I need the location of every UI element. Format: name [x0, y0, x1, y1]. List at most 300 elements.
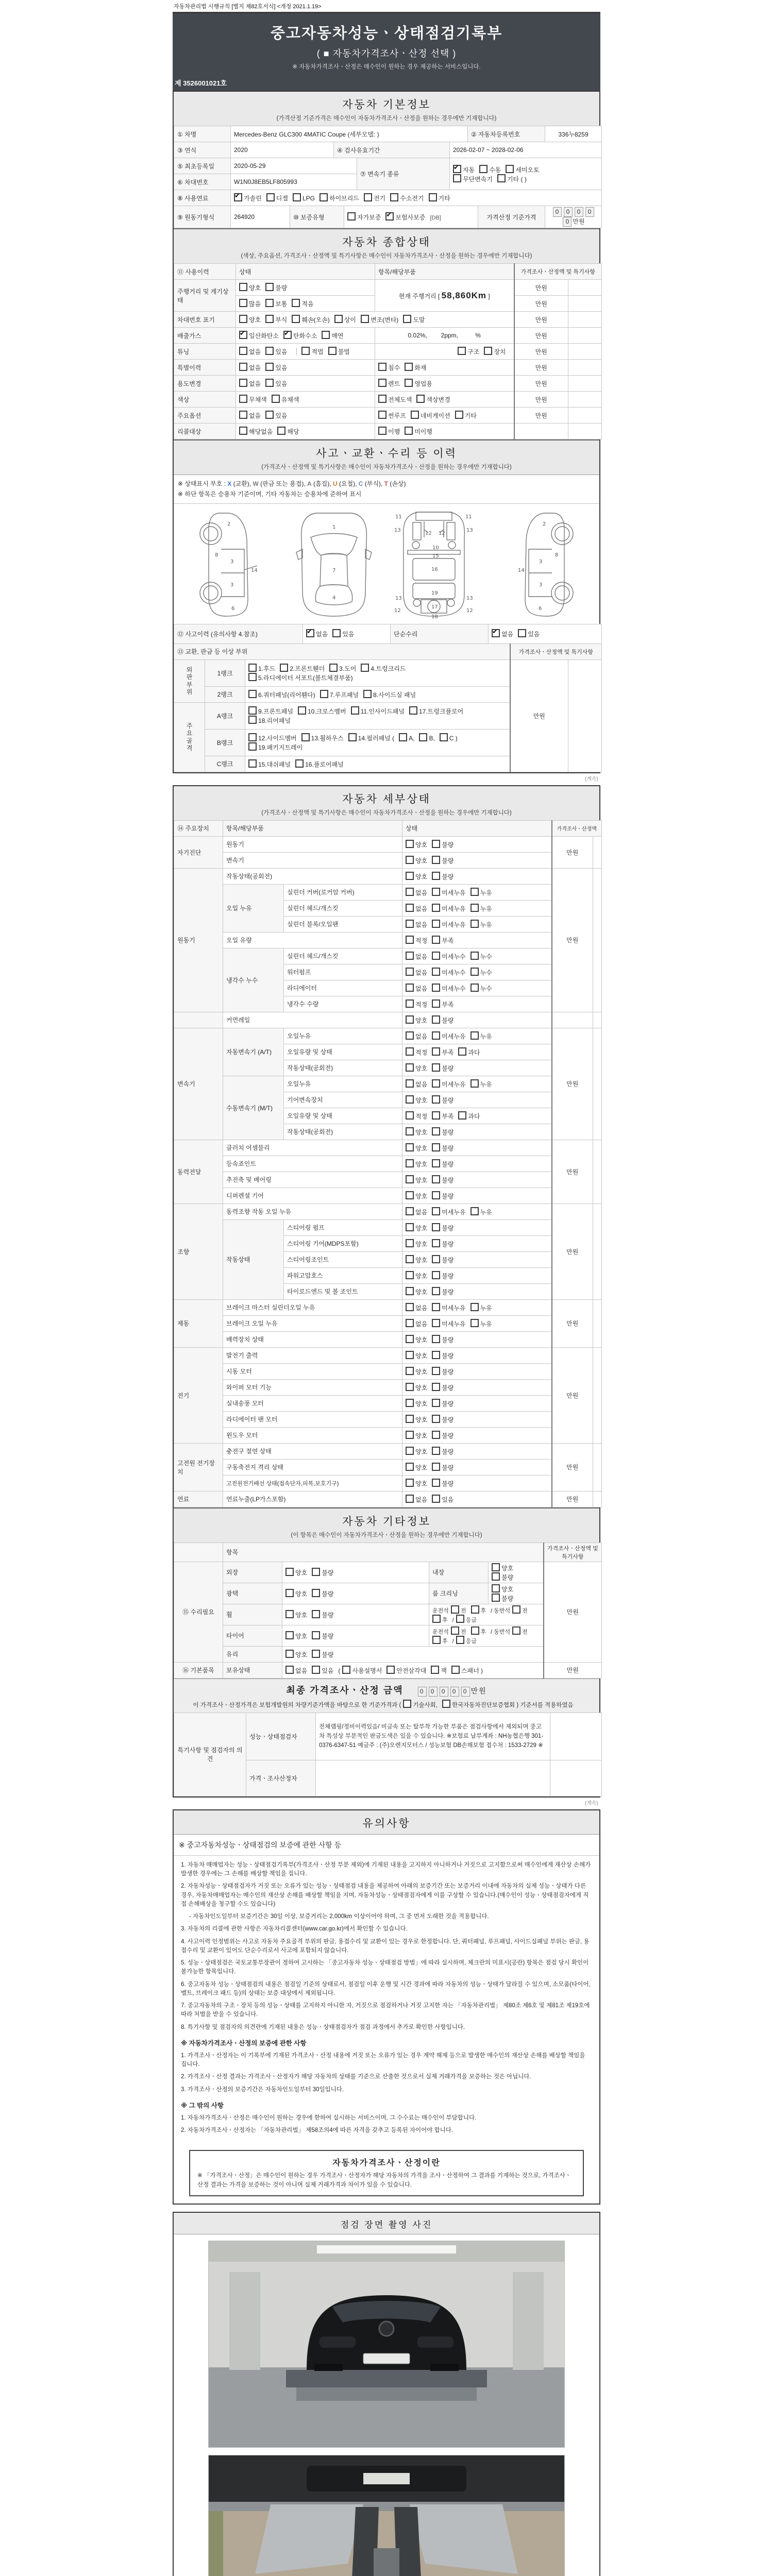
- checkbox-icon: [248, 664, 257, 672]
- accident-history-options: [303, 624, 391, 643]
- section-detail-title: 자동차 세부상태: [342, 793, 431, 805]
- checkbox-option: ✔ 없음: [306, 631, 328, 638]
- rank2-parts: [245, 686, 510, 702]
- basic-table-row6: [174, 206, 602, 228]
- checkbox-icon: [248, 716, 257, 724]
- car-diagram-top: [295, 509, 373, 620]
- checkbox-option: 미세누유: [432, 921, 465, 928]
- mileage-value: 58,860Km: [441, 290, 487, 300]
- svg-text:1: 1: [332, 524, 336, 530]
- checkbox-icon: [265, 315, 274, 323]
- checkbox-option: 이 가격조사ㆍ산정가격은 보험개발원의 차량기준가액을 바탕으로 한 기준가격과 ( 기술사회,: [193, 1702, 438, 1708]
- price-cell: 만원: [514, 376, 568, 392]
- checkbox-icon: [406, 1063, 414, 1072]
- checkbox-option: ✔ 보험사보증: [385, 214, 425, 221]
- price-digit-box: 0: [553, 207, 562, 217]
- checkbox-option: 2.프론트휀더: [280, 665, 325, 672]
- checkbox-option: 누유: [470, 905, 492, 912]
- checkbox-icon: [292, 315, 300, 323]
- warranty-tag: [DB]: [430, 215, 441, 221]
- checkbox-option: 있음: [432, 1496, 453, 1503]
- svg-text:11: 11: [465, 514, 472, 520]
- checkbox-option: 불량: [432, 1225, 453, 1232]
- base-price-value: [545, 206, 602, 228]
- other-h2: 가격조사ㆍ산정액 및 특기사항: [544, 1543, 602, 1562]
- checkbox-option: 없음: [406, 1209, 427, 1216]
- price-cell: 만원: [552, 1299, 593, 1347]
- checkbox-option: 잭: [431, 1667, 447, 1674]
- checkbox-option: 불량: [492, 1574, 513, 1581]
- svg-text:3: 3: [230, 582, 234, 588]
- checkbox-option: 영업용: [405, 380, 432, 387]
- price-cell: 만원: [514, 328, 568, 344]
- appraiser-label: 가격ㆍ조사산정자: [246, 1760, 316, 1796]
- price-cell: [514, 423, 568, 439]
- checkbox-option: 전체도색: [378, 396, 412, 403]
- checkbox-icon: [432, 1159, 440, 1167]
- checkbox-option: 누유: [470, 1081, 492, 1088]
- checkbox-option: 9.프론트패널: [248, 708, 293, 715]
- checkbox-icon: [361, 664, 369, 672]
- price-cell: 만원: [552, 1491, 593, 1507]
- price-survey-infobox: [189, 2150, 584, 2196]
- section-notices-header: [174, 1810, 599, 1835]
- transmission-options: [450, 158, 602, 190]
- checkbox-option: 적정: [406, 1049, 427, 1056]
- checkbox-icon: [406, 872, 414, 880]
- photo-area: [174, 2234, 599, 2576]
- svg-text:12: 12: [439, 530, 445, 536]
- checkbox-option: 3.도어: [329, 665, 356, 672]
- checkbox-icon: [406, 1223, 414, 1231]
- legend-part: (판금 또는 용접),: [258, 480, 308, 487]
- checkbox-icon: [306, 629, 314, 637]
- checkbox-option: 불량: [432, 1464, 453, 1471]
- summary-h3: 항목/해당부품: [375, 264, 514, 280]
- checkbox-option: 있음: [332, 631, 354, 638]
- checkbox-option: 없음: [285, 1667, 307, 1674]
- reg-no-value: 336누8259: [545, 126, 602, 142]
- checkbox-icon: [406, 1255, 414, 1263]
- checkbox-icon: [451, 1666, 460, 1674]
- svg-text:10: 10: [432, 545, 439, 551]
- checkbox-icon: [239, 315, 247, 323]
- car-diagram-right-side: [495, 509, 583, 620]
- checkbox-icon: [406, 936, 414, 944]
- legend-part: T: [384, 480, 388, 487]
- checkbox-option: 양호: [406, 1097, 427, 1104]
- checkbox-icon: [239, 363, 247, 371]
- svg-text:6: 6: [231, 605, 235, 612]
- checkbox-icon: [406, 920, 414, 928]
- panel-price-cell: 만원: [510, 659, 568, 772]
- checkbox-icon: [492, 1563, 500, 1571]
- checkbox-option: 양호: [406, 1400, 427, 1408]
- checkbox-option: A,: [399, 735, 414, 742]
- checkbox-option: 누수: [470, 985, 492, 992]
- hv-group: 고전원 전기장치: [174, 1443, 223, 1491]
- checkbox-option: 양호: [406, 1225, 427, 1232]
- continued-marker: (계속): [585, 1800, 598, 1806]
- checkbox-icon: [432, 1127, 440, 1136]
- checkbox-option: 유채색: [272, 396, 299, 403]
- checkbox-option: 있음: [265, 412, 287, 419]
- checkbox-option: 불량: [432, 1161, 453, 1168]
- legend-part: A: [307, 480, 312, 487]
- notices-body: [174, 1856, 599, 2143]
- legend-part: U: [332, 480, 338, 487]
- svg-text:8: 8: [215, 552, 219, 558]
- detail-table: ⑭ 주요장치 항목/해당부품 상태 가격조사ㆍ산정액 자기진단 원동기 양호 불량 만원 변속기 양호 불량 원동기 작동상태(공회전) 양호 불량 만원 오일 누유 실린더 커버(로커암 커버) 없음 미세누유 누유 실린더 헤드/개스킷 없음 미세누유 누유 실린더 블록/오일팬 없음 미세누유 누유 오일 유량 적정 부족 냉각수 누수 실린더 헤드/개스킷 없음 미세누수 누수 워터펌프 없음 미세누수 누수 라디에이터 없음 미세누수 누수 냉각수 수량 적정 부족 커먼레일 양호 불량 변속기 자동변속기 (A/T) 오일누유 없음 미세누유 누유 만원 오일유량 및 상태 적정 부족 과다 작동상태(공회전) 양호 불량 수동변속기 (M/T) 오일누유 없음 미세누유 누유 기어변속장치 양호 불량 오일유량 및 상태 적정 부족 과다 작동상태(공회전) 양호 불량 동력전달 클러치 어셈블리 양호 불량 만원 등속죠인트 양호 불량 추진축 및 베어링 양호 불량 디퍼렌셜 기어 양호 불량 조향 동력조향 작동 오일 누유 없음 미세누유 누유 만원 작동상태 스티어링 펌프 양호 불량 스티어링 기어(MDPS포함) 양호 불량 스티어링조인트 양호 불량 파워고압호스 양호 불량 타이로드엔드 및 볼 조인트 양호 불량 제동 브레이크 마스터 실린더오일 누유 없음 미세누유 누유 만원 브레이크 오일 누유 없음 미세누유 누유 배력장치 상태 양호 불량 전기 발전기 출력 양호 불량 만원 시동 모터 양호 불량 와이퍼 모터 기능 양호 불량 실내송풍 모터 양호 불량 라디에이터 팬 모터 양호 불량 윈도우 모터 양호 불량 고전원 전기장치 충전구 절연 상태 양호 불량 만원 구동축전지 격리 상태 양호 불량 고전원전기배선 상태(접속단자,피복,보호기구) 양호 불량 연료 연료누출(LP가스포함) 없음 있음 만원: [174, 820, 602, 1507]
- checkbox-icon: [280, 664, 288, 672]
- checkbox-icon: [432, 1079, 440, 1088]
- price-cell: 만원: [552, 1347, 593, 1443]
- recall-done: [375, 423, 514, 439]
- checkbox-option: 양호: [406, 1289, 427, 1296]
- checkbox-icon: [312, 1666, 320, 1674]
- checkbox-option: 불량: [432, 1145, 453, 1152]
- checkbox-option: 불량: [265, 284, 287, 292]
- checkbox-icon: [312, 1650, 320, 1658]
- inspection-label: ④ 검사유효기간: [334, 142, 450, 158]
- checkbox-icon: [406, 1319, 414, 1327]
- checkbox-icon: [492, 629, 500, 637]
- elec-group: 전기: [174, 1347, 223, 1443]
- checkbox-option: 누유: [470, 1033, 492, 1040]
- checkbox-icon: [432, 856, 440, 864]
- checkbox-icon: [432, 872, 440, 880]
- legend-part: (손상): [388, 480, 406, 487]
- checkbox-option: 7.루프패널: [320, 691, 359, 699]
- transmission-options-line1: [453, 165, 598, 174]
- checkbox-icon: [432, 904, 440, 912]
- checkbox-icon: [285, 1610, 294, 1618]
- checkbox-option: 양호: [406, 1336, 427, 1344]
- checkbox-icon: [406, 1367, 414, 1375]
- checkbox-option: 16.플로어패널: [295, 761, 344, 768]
- checkbox-icon: [285, 1650, 294, 1658]
- base-price-label: 가격산정 기준가격: [478, 206, 545, 228]
- inspection-photo-front: [208, 2241, 565, 2448]
- mileage-amount-options: [236, 296, 375, 312]
- checkbox-option: 없음: [406, 1081, 427, 1088]
- checkbox-option: 없음: [239, 380, 261, 387]
- price-digit-box: 0: [461, 1687, 470, 1697]
- svg-text:17: 17: [431, 604, 438, 610]
- checkbox-option: ( 사용설명서: [338, 1667, 382, 1674]
- checkbox-icon: [239, 411, 247, 419]
- svg-text:15: 15: [432, 553, 439, 559]
- checkbox-icon: [492, 1572, 500, 1581]
- checkbox-option: ✔자동: [453, 166, 475, 174]
- svg-text:8: 8: [555, 552, 559, 558]
- price-cell: 만원: [552, 1443, 593, 1491]
- checkbox-icon: [239, 427, 247, 435]
- svg-text:16: 16: [431, 566, 438, 572]
- checkbox-option: 불법: [328, 348, 350, 355]
- checkbox-icon: [406, 1303, 414, 1311]
- checkbox-option: 도말: [403, 316, 425, 324]
- checkbox-icon: [239, 283, 247, 291]
- checkbox-icon: [406, 1287, 414, 1295]
- checkbox-icon: [432, 1095, 440, 1104]
- final-price-note: [174, 1700, 599, 1709]
- base-price-unit: 만원: [573, 218, 585, 225]
- section-basic-subtitle: (가격산정 기준가격은 매수인이 자동차가격조사ㆍ산정을 원하는 경우에만 기재합니다): [276, 115, 497, 122]
- usage-change-kind: [375, 376, 514, 392]
- car-name-value: Mercedes-Benz GLC300 4MATIC Coupe (세부모델: ): [231, 126, 468, 142]
- checkbox-icon: [470, 920, 479, 928]
- checkbox-icon: [406, 999, 414, 1008]
- checkbox-icon: [406, 1495, 414, 1503]
- checkbox-option: 양호: [406, 1464, 427, 1471]
- checkbox-option: 양호: [406, 1384, 427, 1392]
- checkbox-option: 없음: [406, 889, 427, 896]
- checkbox-icon: [378, 411, 386, 419]
- notices-head-2: ※ 자동차가격조사ㆍ산정의 보증에 관한 사항: [181, 2039, 307, 2047]
- notice-item: 1. 자동차가격조사ㆍ산정은 매수인이 원하는 경우에 한하여 실시하는 서비스이며, 그 수수료는 매수인이 부담합니다.: [181, 2114, 477, 2121]
- first-reg-label: ⑤ 최초등록일: [174, 158, 231, 174]
- first-reg-value: 2020-05-29: [231, 158, 357, 174]
- checkbox-option: 후: [471, 1629, 486, 1635]
- basic-table-row1: [174, 126, 602, 142]
- section-notices-title: 유의사항: [362, 1817, 411, 1829]
- checkbox-icon: [406, 1479, 414, 1487]
- checkbox-icon: [293, 193, 301, 201]
- checkbox-icon: [272, 395, 280, 403]
- checkbox-icon: [406, 1191, 414, 1199]
- year-label: ③ 연식: [174, 142, 231, 158]
- checkbox-option: 불량: [432, 1017, 453, 1024]
- checkbox-icon: [512, 1605, 520, 1614]
- price-digit-box: 0: [563, 217, 572, 227]
- transmission-label: ⑦ 변속기 종류: [357, 158, 450, 190]
- checkbox-option: 양호: [239, 316, 261, 324]
- checkbox-icon: [265, 299, 274, 307]
- diag-trans: 변속기: [223, 852, 402, 868]
- checkbox-option: 불량: [432, 1368, 453, 1376]
- steer-group: 조향: [174, 1204, 223, 1299]
- checkbox-icon: [406, 1047, 414, 1056]
- power-group: 동력전달: [174, 1140, 223, 1204]
- infobox-text: ※ 「가격조사ㆍ산정」은 매수인이 원하는 경우 가격조사ㆍ산정자가 해당 자동차의 가격을 조사ㆍ산정하여 그 결과를 기재하는 것으로, 가격조사ㆍ산정 결과는 가격을 보증하는 것이 아니며 실제 거래가격과 차이가 있을 수 있습니다.: [197, 2173, 571, 2189]
- accident-note2: ※ 하단 항목은 승용차 기준이며, 기타 자동차는 승용차에 준하여 표시: [178, 490, 362, 498]
- checkbox-option: C ): [440, 735, 458, 742]
- checkbox-option: 부족: [432, 1001, 453, 1008]
- checkbox-option: 부족: [432, 1049, 453, 1056]
- notice-item: 8. 특기사항 및 점검자의 의견란에 기재된 내용은 성능ㆍ상태점검자가 점검 과정에서 추가로 확인한 사항입니다.: [181, 2024, 465, 2030]
- rankB-label: B랭크: [205, 729, 245, 756]
- checkbox-icon: [239, 331, 247, 339]
- checkbox-icon: [432, 1367, 440, 1375]
- checkbox-option: 양호: [406, 1432, 427, 1439]
- price-cell: 만원: [514, 280, 568, 296]
- section-basic-title: 자동차 기본정보: [342, 99, 431, 111]
- checkbox-icon: [470, 1031, 479, 1040]
- checkbox-option: 변조(변타): [361, 316, 398, 324]
- checkbox-icon: [406, 1127, 414, 1136]
- checkbox-option: 미이행: [405, 428, 432, 435]
- checkbox-option: 양호: [406, 1257, 427, 1264]
- box-photos: [173, 2212, 600, 2576]
- notice-item: 1. 가격조사ㆍ산정자는 이 기록부에 기재된 가격조사ㆍ산정 내용에 거짓 또는 오류가 있는 경우 계약 해제 등으로 발생한 매수인의 재산상 손해를 배상할 책임을 집니다.: [181, 2052, 585, 2068]
- checkbox-option: 수동: [479, 166, 501, 174]
- checkbox-option: 5.라디에이터 서포트(볼트체결부품): [248, 674, 353, 682]
- fuel-group: 연료: [174, 1491, 223, 1507]
- checkbox-option: 불량: [432, 1416, 453, 1423]
- section-summary-subtitle: (색상, 주요옵션, 가격조사ㆍ산정액 및 특기사항은 매수인이 자동차가격조사ㆍ산정을 원하는 경우에만 기재합니다): [241, 253, 532, 259]
- year-value: 2020: [231, 142, 334, 158]
- svg-text:19: 19: [431, 590, 438, 596]
- notice-item: 2. 가격조사ㆍ산정 결과는 가격조사ㆍ산정자가 해당 자동차의 상태를 기준으로 산출한 것으로서 실제 거래가격을 보증하는 것은 아닙니다.: [181, 2074, 531, 2080]
- checkbox-option: 양호: [285, 1651, 307, 1658]
- checkbox-icon: [266, 193, 275, 201]
- checkbox-option: 보통: [265, 300, 287, 308]
- legend-part: ※ 상태표시 부호 :: [178, 480, 228, 487]
- checkbox-option: 미세누유: [432, 1033, 465, 1040]
- section-other-subtitle: (이 항목은 매수인이 자동차가격조사ㆍ산정을 원하는 경우에만 기재합니다): [291, 1532, 482, 1538]
- checkbox-icon: [451, 1626, 459, 1635]
- legend-part: (요철),: [337, 480, 359, 487]
- section-detail-subtitle: (가격조사ㆍ산정액 및 특기사항은 매수인이 자동차가격조사ㆍ산정을 원하는 경우에만 기재합니다): [261, 809, 512, 816]
- checkbox-option: 8.사이드실 패널: [363, 691, 416, 699]
- price-cell: 만원: [552, 836, 593, 868]
- checkbox-icon: [405, 363, 413, 371]
- recall-label: 리콜대상: [174, 423, 236, 439]
- svg-text:6: 6: [539, 605, 542, 612]
- current-mileage: 현재 주행거리 [ 58,860Km ]: [375, 280, 514, 312]
- outer-panel-group-label: 외판부위: [174, 659, 205, 702]
- basic-items-sub: 보유상태: [223, 1662, 282, 1678]
- rankA-parts: [245, 702, 510, 729]
- checkbox-option: 불량: [432, 1432, 453, 1439]
- price-digit-box: 0: [575, 207, 583, 217]
- checkbox-icon: [431, 1666, 439, 1674]
- legend-part: C: [358, 480, 363, 487]
- checkbox-option: 13.휠하우스: [301, 735, 344, 742]
- continued-marker: (계속): [585, 776, 598, 782]
- checkbox-option: 훼손(오손): [292, 316, 329, 324]
- checkbox-icon: [432, 1031, 440, 1040]
- checkbox-option: 양호: [406, 1448, 427, 1455]
- checkbox-option: 있음: [265, 348, 287, 355]
- trans-group: 변속기: [174, 1028, 223, 1140]
- checkbox-option: 양호: [406, 1177, 427, 1184]
- checkbox-option: 운전석 전: [432, 1608, 466, 1614]
- checkbox-option: 많음: [239, 300, 261, 308]
- notices-list-2: [181, 2052, 592, 2094]
- panel-note-cell: [568, 659, 602, 772]
- main-option-kind: [375, 408, 514, 423]
- checkbox-icon: [458, 1111, 466, 1120]
- price-digit-box: 0: [564, 207, 573, 217]
- checkbox-icon: [403, 315, 411, 323]
- checkbox-option: 불량: [432, 857, 453, 865]
- checkbox-option: 불량: [432, 1289, 453, 1296]
- checkbox-option: 양호: [406, 1273, 427, 1280]
- svg-text:12: 12: [425, 530, 432, 536]
- checkbox-option: 14.필러패널 (: [348, 735, 394, 742]
- checkbox-icon: [406, 1447, 414, 1455]
- price-cell: 만원: [514, 344, 568, 360]
- checkbox-option: 없음: [406, 969, 427, 976]
- checkbox-icon: [406, 1351, 414, 1359]
- checkbox-option: 6.쿼터패널(리어휀다): [248, 691, 315, 699]
- svg-text:3: 3: [230, 558, 234, 565]
- checkbox-option: 누유: [470, 1304, 492, 1312]
- checkbox-icon: [432, 1383, 440, 1391]
- checkbox-option: 누유: [470, 1209, 492, 1216]
- checkbox-icon: [471, 1605, 479, 1614]
- checkbox-option: 색상변경: [416, 396, 450, 403]
- rankC-label: C랭크: [205, 756, 245, 772]
- svg-text:14: 14: [251, 567, 258, 573]
- tuning-options: [236, 344, 375, 360]
- infobox-title: 자동차가격조사ㆍ산정이란: [332, 2159, 441, 2168]
- checkbox-option: 누유: [470, 889, 492, 896]
- checkbox-icon: [406, 888, 414, 896]
- checkbox-option: 이행: [378, 428, 400, 435]
- checkbox-option: 불량: [432, 1400, 453, 1408]
- checkbox-option: 적정: [406, 937, 427, 944]
- detail-h3: 상태: [402, 820, 552, 836]
- color-label: 색상: [174, 392, 236, 408]
- checkbox-icon: [406, 1207, 414, 1215]
- checkbox-icon: [283, 331, 292, 339]
- checkbox-icon: [347, 212, 356, 221]
- note-cell: [568, 296, 602, 312]
- checkbox-icon: [406, 1239, 414, 1247]
- checkbox-icon: [285, 1568, 294, 1576]
- final-price-label: 최종 가격조사ㆍ산정 금액: [286, 1685, 404, 1696]
- checkbox-option: 무채색: [239, 396, 267, 403]
- checkbox-option: / 동반석 전: [491, 1629, 528, 1635]
- checkbox-icon: [248, 706, 257, 715]
- checkbox-icon: [492, 1584, 500, 1592]
- checkbox-icon: [470, 1303, 479, 1311]
- checkbox-icon: [363, 690, 372, 698]
- checkbox-option: 불량: [432, 1193, 453, 1200]
- color-options: [236, 392, 375, 408]
- engine-group2: [174, 1012, 223, 1028]
- checkbox-option: 상이: [334, 316, 356, 324]
- checkbox-icon: [285, 1631, 294, 1639]
- checkbox-option: 불량: [432, 1273, 453, 1280]
- price-cell: 만원: [514, 360, 568, 376]
- warranty-options: [344, 206, 478, 228]
- checkbox-icon: [248, 742, 257, 751]
- car-diagram-underbody: [390, 509, 478, 620]
- price-cell: 만원: [544, 1562, 602, 1662]
- checkbox-option: 불량: [432, 1065, 453, 1072]
- price-cell: 만원: [552, 1028, 593, 1140]
- usage-change-label: 용도변경: [174, 376, 236, 392]
- box-basic-summary-accident: [173, 91, 600, 773]
- checkbox-icon: [285, 1666, 294, 1674]
- checkbox-icon: [432, 1239, 440, 1247]
- checkbox-option: 11.인사이드패널: [351, 708, 405, 715]
- checkbox-option: 미세누유: [432, 1081, 465, 1088]
- price-cell: 만원: [544, 1662, 602, 1678]
- rankA-label: A랭크: [205, 702, 245, 729]
- section-accident-header: [174, 439, 599, 475]
- checkbox-option: 기타 ( ): [497, 176, 527, 183]
- checkbox-icon: [406, 1399, 414, 1407]
- checkbox-option: 양호: [406, 857, 427, 865]
- section-accident-subtitle: (가격조사ㆍ산정액 및 특기사항은 매수인이 자동차가격조사ㆍ산정을 원하는 경우에만 기재합니다): [261, 464, 512, 470]
- checkbox-option: 적법: [301, 348, 323, 355]
- svg-text:11: 11: [395, 514, 402, 520]
